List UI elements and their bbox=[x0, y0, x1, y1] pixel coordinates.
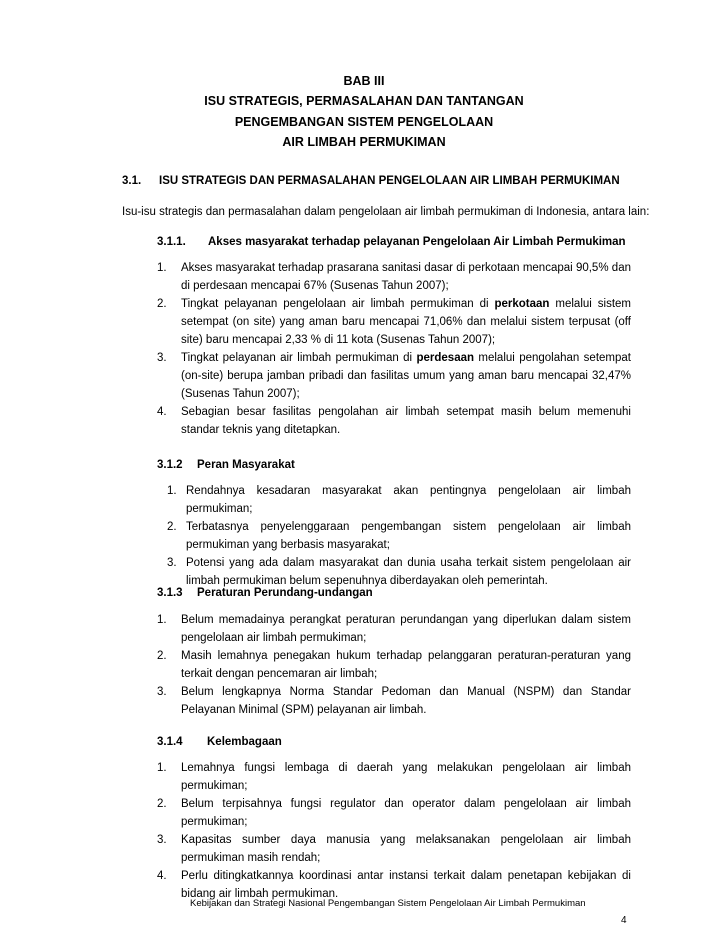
list-item: 3. Potensi yang ada dalam masyarakat dan dunia usaha terkait sistem pengelolaan air limbah permukiman belum sepenuhnya diberdayakan oleh pemerintah. bbox=[167, 557, 631, 587]
list-item: 1. Rendahnya kesadaran masyarakat akan pentingnya pengelolaan air limbah permukiman; bbox=[167, 485, 631, 515]
chapter-title-line-3: AIR LIMBAH PERMUKIMAN bbox=[282, 135, 446, 149]
list-item: 2. Belum terpisahnya fungsi regulator dan operator dalam pengelolaan air limbah permukiman; bbox=[157, 798, 631, 828]
subsection-1-number: 3.1.1. bbox=[157, 236, 186, 248]
subsection-4-title: Kelembagaan bbox=[207, 736, 282, 748]
list-item: 3. Belum lengkapnya Norma Standar Pedoman dan Manual (NSPM) dan Standar Pelayanan Minimal (SPM) pelayanan air limbah. bbox=[157, 686, 631, 716]
subsection-1-list bbox=[157, 259, 631, 439]
section-title: ISU STRATEGIS DAN PERMASALAHAN PENGELOLAAN AIR LIMBAH PERMUKIMAN bbox=[159, 175, 620, 187]
list-item: 1. Akses masyarakat terhadap prasarana sanitasi dasar di perkotaan mencapai 90,5% dan di perdesaan mencapai 67% (Susenas Tahun 2007); bbox=[157, 262, 631, 292]
list-item: 1. Lemahnya fungsi lembaga di daerah yang melakukan pengelolaan air limbah permukiman; bbox=[157, 762, 631, 792]
list-item: 2. Masih lemahnya penegakan hukum terhadap pelanggaran peraturan-peraturan yang terkait dengan pencemaran air limbah; bbox=[157, 650, 631, 680]
chapter-title-line-2: PENGEMBANGAN SISTEM PENGELOLAAN bbox=[234, 115, 494, 129]
list-item: 4. Sebagian besar fasilitas pengolahan air limbah setempat masih belum memenuhi standar teknis yang ditetapkan. bbox=[157, 406, 631, 436]
list-item: 1. Belum memadainya perangkat peraturan perundangan yang diperlukan dalam sistem pengelolaan air limbah permukiman; bbox=[157, 614, 631, 644]
list-item: 2. Tingkat pelayanan pengelolaan air limbah permukiman di perkotaan melalui sistem setempat (on site) yang aman baru mencapai 71,06% dan melalui sistem terpusat (off site) baru mencapai 2,33 % di 11 kota (Susenas Tahun 2007); bbox=[157, 298, 631, 346]
page-number: 4 bbox=[621, 915, 627, 926]
subsection-3-list bbox=[157, 611, 631, 719]
subsection-2-number: 3.1.2 bbox=[157, 459, 183, 471]
subsection-4-list bbox=[157, 759, 631, 903]
subsection-2-title: Peran Masyarakat bbox=[197, 459, 295, 471]
subsection-2-list bbox=[167, 482, 631, 590]
subsection-1-title: Akses masyarakat terhadap pelayanan Pengelolaan Air Limbah Permukiman bbox=[208, 236, 626, 248]
chapter-title-line-1: ISU STRATEGIS, PERMASALAHAN DAN TANTANGAN bbox=[204, 94, 524, 108]
section-number: 3.1. bbox=[122, 175, 142, 187]
subsection-3-number: 3.1.3 bbox=[157, 587, 183, 599]
page-footer: Kebijakan dan Strategi Nasional Pengembangan Sistem Pengelolaan Air Limbah Permukiman bbox=[190, 898, 586, 909]
subsection-3-title: Peraturan Perundang-undangan bbox=[197, 587, 373, 599]
chapter-number: BAB III bbox=[343, 74, 385, 88]
subsection-4-number: 3.1.4 bbox=[157, 736, 183, 748]
list-item: 2. Terbatasnya penyelenggaraan pengembangan sistem pengelolaan air limbah permukiman yang berbasis masyarakat; bbox=[167, 521, 631, 551]
list-item: 4. Perlu ditingkatkannya koordinasi antar instansi terkait dalam penetapan kebijakan di bidang air limbah permukiman. bbox=[157, 870, 631, 900]
list-item: 3. Tingkat pelayanan air limbah permukiman di perdesaan melalui pengolahan setempat (on-site) berupa jamban pribadi dan fasilitas umum yang aman baru mencapai 32,47% (Susenas Tahun 2007); bbox=[157, 352, 631, 400]
section-intro: Isu-isu strategis dan permasalahan dalam pengelolaan air limbah permukiman di Indonesia, antara lain: bbox=[122, 206, 650, 218]
list-item: 3. Kapasitas sumber daya manusia yang melaksanakan pengelolaan air limbah permukiman masih rendah; bbox=[157, 834, 631, 864]
